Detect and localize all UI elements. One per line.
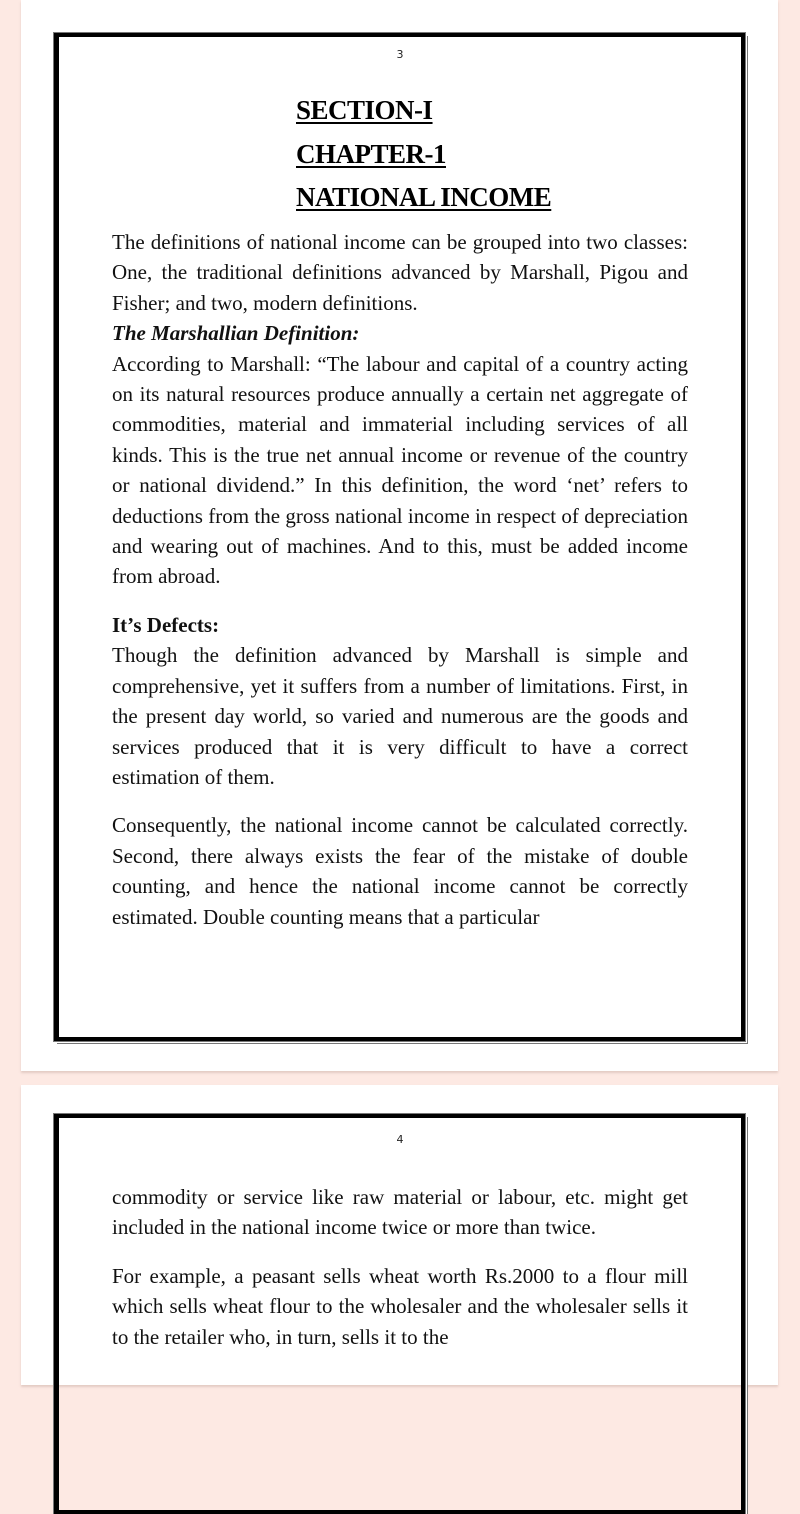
document-page-4 xyxy=(21,1085,778,1385)
page-border-frame xyxy=(54,1114,745,1514)
chapter-title: NATIONAL INCOME xyxy=(296,182,552,212)
defects-paragraph: Though the definition advanced by Marshall is simple and comprehensive, yet it suffers from a number of limitations. First, in the present day world, so varied and numerous are the goods and services produced that it is very difficult to have a correct estimation of them. xyxy=(112,643,688,789)
continuation-paragraph: commodity or service like raw material or labour, etc. might get included in the national income twice or more than twice. xyxy=(112,1185,688,1240)
marshallian-definition-heading: The Marshallian Definition: xyxy=(112,321,360,346)
defects-heading: It’s Defects: xyxy=(112,612,220,637)
chapter-heading: CHAPTER-1 xyxy=(296,139,446,169)
intro-paragraph: The definitions of national income can be grouped into two classes: One, the traditional definitions advanced by Marshall, Pigou and Fisher; and two, modern definitions. xyxy=(112,230,688,315)
page-number: 4 xyxy=(396,1133,404,1146)
document-page-3 xyxy=(21,0,778,1071)
example-paragraph: For example, a peasant sells wheat worth Rs.2000 to a flour mill which sells wheat flour to the wholesaler and the wholesaler sells it to the retailer who, in turn, sells it to the xyxy=(112,1263,688,1349)
page-4-body xyxy=(112,1182,688,1352)
marshallian-definition-paragraph: According to Marshall: “The labour and capital of a country acting on its natural resources produce annually a certain net aggregate of commodities, material and immaterial including services of all kinds. This is the true net annual income or revenue of the country or national dividend.” In this definition, the word ‘net’ refers to deductions from the gross national income in respect of depreciation and wearing out of machines. And to this, must be added income from abroad. xyxy=(112,351,688,589)
consequently-paragraph: Consequently, the national income cannot be calculated correctly. Second, there always exists the fear of the mistake of double counting, and hence the national income cannot be correctly estimated. Double counting means that a particular xyxy=(112,813,688,929)
section-heading: SECTION-I xyxy=(296,95,433,125)
page-number: 3 xyxy=(396,48,404,61)
page-border-frame xyxy=(54,33,745,1041)
page-3-body xyxy=(112,227,688,932)
